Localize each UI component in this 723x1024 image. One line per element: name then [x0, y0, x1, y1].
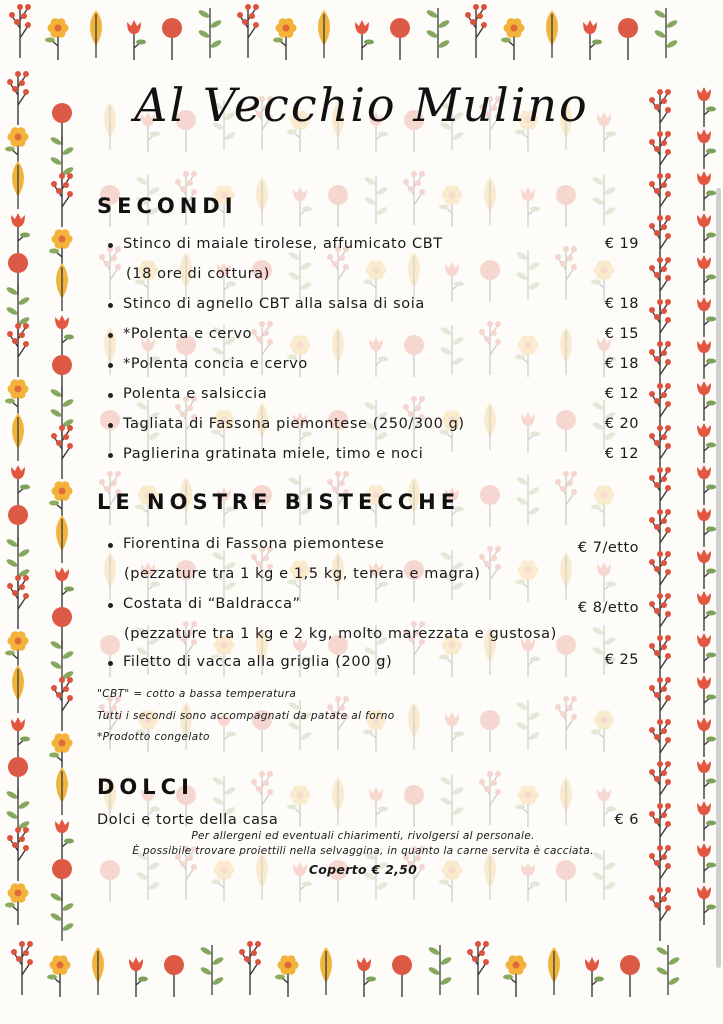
- flower-decoration-icon: [127, 20, 146, 60]
- flower-decoration-icon: [327, 246, 349, 300]
- flower-decoration-icon: [516, 700, 541, 750]
- menu-item-detail: (pezzature tra 1 kg e 1,5 kg, tenera e magra): [124, 566, 481, 582]
- flower-decoration-icon: [697, 675, 716, 715]
- flower-decoration-icon: [288, 700, 313, 750]
- flower-decoration-icon: [162, 18, 182, 60]
- flower-decoration-icon: [555, 696, 577, 750]
- menu-item: Tagliata di Fassona piemontese (250/300 g): [108, 416, 465, 432]
- flower-decoration-icon: [7, 71, 29, 125]
- flower-decoration-icon: [11, 465, 30, 505]
- flower-decoration-icon: [328, 185, 348, 227]
- flower-decoration-icon: [364, 175, 389, 225]
- flower-decoration-icon: [51, 425, 73, 479]
- flower-decoration-icon: [99, 246, 121, 300]
- menu-item: Costata di “Baldracca”: [108, 596, 301, 612]
- flower-decoration-icon: [11, 213, 30, 253]
- flower-decoration-icon: [5, 379, 29, 421]
- flower-decoration-icon: [560, 327, 572, 375]
- flower-decoration-icon: [555, 471, 577, 525]
- bullet-icon: [108, 423, 113, 428]
- menu-item: Stinco di maiale tirolese, affumicato CBT: [108, 236, 443, 252]
- flower-decoration-icon: [239, 941, 261, 995]
- flower-decoration-icon: [516, 250, 541, 300]
- restaurant-title: Al Vecchio Mulino: [134, 78, 589, 132]
- flower-decoration-icon: [560, 777, 572, 825]
- bullet-icon: [108, 393, 113, 398]
- flower-decoration-icon: [426, 8, 451, 58]
- menu-item-price: € 18: [604, 356, 639, 372]
- flower-decoration-icon: [697, 129, 716, 169]
- menu-item: *Polenta e cervo: [108, 326, 252, 342]
- flower-decoration-icon: [654, 8, 679, 58]
- flower-decoration-icon: [484, 177, 496, 225]
- flower-decoration-icon: [697, 339, 716, 379]
- cover-charge: Coperto € 2,50: [308, 862, 418, 877]
- menu-item-detail: (18 ore di cottura): [126, 266, 270, 282]
- flower-decoration-icon: [104, 552, 116, 600]
- flower-decoration-icon: [583, 20, 602, 60]
- flower-decoration-icon: [592, 175, 617, 225]
- flower-decoration-icon: [440, 775, 465, 825]
- flower-decoration-icon: [697, 171, 716, 211]
- flower-decoration-icon: [273, 18, 297, 60]
- flower-decoration-icon: [332, 327, 344, 375]
- flower-decoration-icon: [256, 177, 268, 225]
- flower-decoration-icon: [293, 187, 312, 227]
- flower-decoration-icon: [5, 127, 29, 169]
- flower-decoration-icon: [55, 315, 74, 355]
- bullet-icon: [108, 303, 113, 308]
- menu-item-price: € 7/etto: [577, 540, 639, 556]
- menu-item-price: € 19: [604, 236, 639, 252]
- bullet-icon: [108, 661, 113, 666]
- flower-decoration-icon: [408, 702, 420, 750]
- flower-decoration-icon: [92, 947, 104, 995]
- flower-decoration-icon: [697, 465, 716, 505]
- flower-decoration-icon: [697, 591, 716, 631]
- flower-decoration-icon: [697, 633, 716, 673]
- flower-decoration-icon: [50, 891, 75, 941]
- flower-decoration-icon: [7, 827, 29, 881]
- flower-decoration-icon: [516, 475, 541, 525]
- flower-decoration-icon: [355, 20, 374, 60]
- scrollbar[interactable]: [716, 188, 721, 968]
- flower-decoration-icon: [521, 187, 540, 227]
- flower-decoration-icon: [198, 8, 223, 58]
- flower-decoration-icon: [404, 785, 424, 827]
- flower-decoration-icon: [546, 10, 558, 58]
- flower-decoration-icon: [392, 955, 412, 997]
- flower-decoration-icon: [479, 771, 501, 825]
- flower-decoration-icon: [480, 260, 500, 302]
- flower-decoration-icon: [515, 560, 539, 602]
- flower-decoration-icon: [369, 787, 388, 827]
- flower-decoration-icon: [332, 777, 344, 825]
- flower-decoration-icon: [697, 843, 716, 883]
- flower-decoration-icon: [49, 481, 73, 523]
- flower-decoration-icon: [200, 945, 225, 995]
- flower-decoration-icon: [428, 945, 453, 995]
- flower-decoration-icon: [480, 485, 500, 527]
- flower-decoration-icon: [445, 262, 464, 302]
- flower-decoration-icon: [697, 885, 716, 925]
- flower-decoration-icon: [237, 4, 259, 58]
- flower-decoration-icon: [697, 297, 716, 337]
- flower-decoration-icon: [697, 255, 716, 295]
- flower-decoration-icon: [440, 325, 465, 375]
- bullet-icon: [108, 453, 113, 458]
- flower-decoration-icon: [521, 412, 540, 452]
- flower-decoration-icon: [11, 717, 30, 757]
- flower-decoration-icon: [404, 335, 424, 377]
- footnote-cbt: "CBT" = cotto a bassa temperatura: [97, 688, 297, 700]
- flower-decoration-icon: [697, 423, 716, 463]
- flower-decoration-icon: [501, 18, 525, 60]
- flower-decoration-icon: [12, 161, 24, 209]
- flower-decoration-icon: [479, 546, 501, 600]
- flower-decoration-icon: [327, 696, 349, 750]
- flower-decoration-icon: [656, 945, 681, 995]
- flower-decoration-icon: [548, 947, 560, 995]
- flower-decoration-icon: [585, 957, 604, 997]
- flower-decoration-icon: [697, 87, 716, 127]
- menu-item: Fiorentina di Fassona piemontese: [108, 536, 384, 552]
- flower-decoration-icon: [56, 515, 68, 563]
- flower-decoration-icon: [403, 171, 425, 225]
- game-notice: È possibile trovare proiettili nella selvaggina, in quanto la carne servita è cacciata.: [132, 845, 594, 857]
- flower-decoration-icon: [556, 185, 576, 227]
- flower-decoration-icon: [287, 785, 311, 827]
- flower-decoration-icon: [597, 787, 616, 827]
- flower-decoration-icon: [480, 710, 500, 752]
- menu-item-price: € 18: [604, 296, 639, 312]
- menu-item: *Polenta concia e cervo: [108, 356, 308, 372]
- flower-decoration-icon: [465, 4, 487, 58]
- flower-decoration-icon: [597, 562, 616, 602]
- flower-decoration-icon: [56, 767, 68, 815]
- menu-item-price: € 15: [604, 326, 639, 342]
- flower-decoration-icon: [697, 381, 716, 421]
- flower-decoration-icon: [618, 18, 638, 60]
- flower-decoration-icon: [9, 4, 31, 58]
- flower-decoration-icon: [7, 575, 29, 629]
- bullet-icon: [108, 603, 113, 608]
- flower-decoration-icon: [445, 712, 464, 752]
- flower-decoration-icon: [697, 801, 716, 841]
- flower-decoration-icon: [697, 759, 716, 799]
- flower-decoration-icon: [515, 785, 539, 827]
- flower-decoration-icon: [697, 507, 716, 547]
- flower-decoration-icon: [90, 10, 102, 58]
- allergen-notice: Per allergeni ed eventuali chiarimenti, rivolgersi al personale.: [191, 830, 535, 842]
- flower-decoration-icon: [697, 549, 716, 589]
- flower-decoration-icon: [503, 955, 527, 997]
- flower-decoration-icon: [288, 250, 313, 300]
- flower-decoration-icon: [479, 321, 501, 375]
- flower-decoration-icon: [390, 18, 410, 60]
- flower-decoration-icon: [275, 955, 299, 997]
- bullet-icon: [108, 363, 113, 368]
- section-heading-dolci: DOLCI: [97, 775, 194, 799]
- flower-decoration-icon: [11, 941, 33, 995]
- flower-decoration-icon: [591, 485, 615, 527]
- menu-item-detail: (pezzature tra 1 kg e 2 kg, molto marezzata e gustosa): [124, 626, 557, 642]
- menu-item-price: € 12: [604, 386, 639, 402]
- menu-item: Paglierina gratinata miele, timo e noci: [108, 446, 423, 462]
- bullet-icon: [108, 243, 113, 248]
- bullet-icon: [108, 543, 113, 548]
- flower-decoration-icon: [55, 567, 74, 607]
- section-heading-secondi: SECONDI: [97, 194, 238, 218]
- flower-decoration-icon: [49, 229, 73, 271]
- menu-item: Stinco di agnello CBT alla salsa di soia: [108, 296, 425, 312]
- menu-item-price: € 12: [604, 446, 639, 462]
- flower-decoration-icon: [55, 819, 74, 859]
- flower-decoration-icon: [7, 323, 29, 377]
- flower-decoration-icon: [5, 883, 29, 925]
- flower-decoration-icon: [484, 402, 496, 450]
- flower-decoration-icon: [467, 941, 489, 995]
- flower-decoration-icon: [49, 733, 73, 775]
- flower-decoration-icon: [521, 637, 540, 677]
- flower-decoration-icon: [515, 335, 539, 377]
- flower-decoration-icon: [47, 955, 71, 997]
- flower-decoration-icon: [620, 955, 640, 997]
- flower-decoration-icon: [12, 665, 24, 713]
- menu-item-price: € 8/etto: [577, 600, 639, 616]
- menu-item: Dolci e torte della casa: [97, 812, 279, 828]
- flower-decoration-icon: [649, 887, 671, 941]
- flower-decoration-icon: [591, 710, 615, 752]
- flower-decoration-icon: [320, 947, 332, 995]
- menu-item-price: € 25: [604, 652, 639, 668]
- menu-item-price: € 6: [614, 812, 639, 828]
- section-heading-bistecche: LE NOSTRE BISTECCHE: [97, 490, 461, 514]
- menu-item: Filetto di vacca alla griglia (200 g): [108, 654, 392, 670]
- flower-decoration-icon: [556, 635, 576, 677]
- flower-decoration-icon: [164, 955, 184, 997]
- flower-decoration-icon: [318, 10, 330, 58]
- flower-decoration-icon: [439, 185, 463, 227]
- flower-decoration-icon: [697, 213, 716, 253]
- footnote-contorno: Tutti i secondi sono accompagnati da patate al forno: [97, 710, 395, 722]
- footnote-congelato: *Prodotto congelato: [97, 731, 210, 743]
- flower-decoration-icon: [12, 413, 24, 461]
- flower-decoration-icon: [408, 252, 420, 300]
- flower-decoration-icon: [555, 246, 577, 300]
- flower-decoration-icon: [51, 677, 73, 731]
- flower-decoration-icon: [560, 552, 572, 600]
- flower-decoration-icon: [45, 18, 69, 60]
- menu-item: Polenta e salsiccia: [108, 386, 267, 402]
- flower-decoration-icon: [5, 631, 29, 673]
- flower-decoration-icon: [697, 717, 716, 757]
- flower-decoration-icon: [51, 173, 73, 227]
- menu-item-price: € 20: [604, 416, 639, 432]
- flower-decoration-icon: [556, 410, 576, 452]
- flower-decoration-icon: [129, 957, 148, 997]
- flower-decoration-icon: [357, 957, 376, 997]
- flower-decoration-icon: [369, 337, 388, 377]
- flower-decoration-icon: [56, 263, 68, 311]
- bullet-icon: [108, 333, 113, 338]
